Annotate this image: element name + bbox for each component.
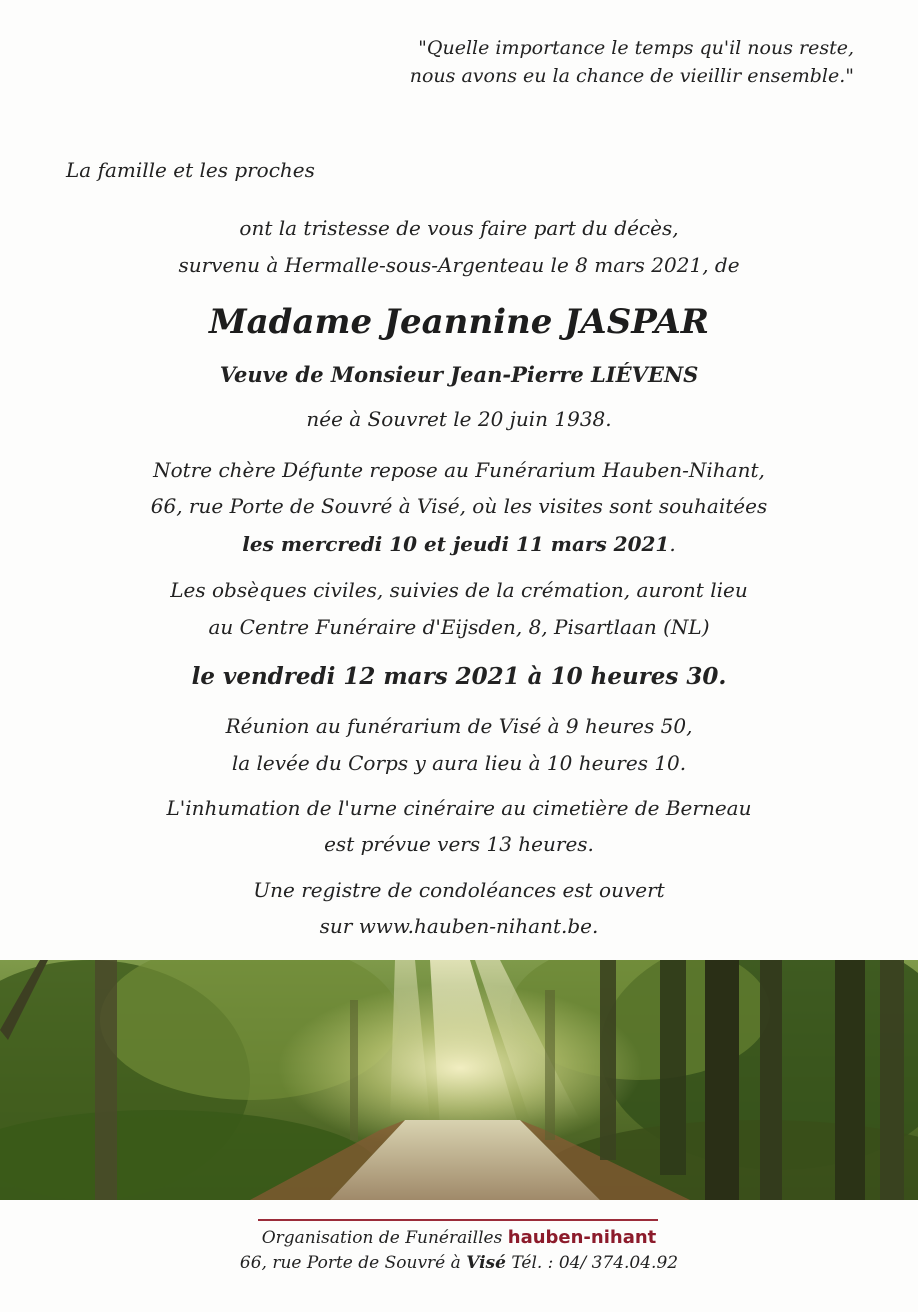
visits-dates — [0, 532, 918, 556]
register-line-1: Une registre de condoléances est ouvert — [253, 878, 665, 902]
meeting-line-2: la levée du Corps y aura lieu à 10 heures 10. — [231, 751, 687, 775]
forest-path-image — [0, 960, 918, 1200]
visits-line-1: Notre chère Défunte repose au Funérarium Hauben-Nihant, — [153, 458, 765, 482]
ceremony-line-2: au Centre Funéraire d'Eijsden, 8, Pisartlaan (NL) — [208, 615, 710, 639]
footer-address-text: 66, rue Porte de Souvré à — [239, 1253, 461, 1273]
register-line-2: sur www.hauben-nihant.be. — [319, 914, 599, 938]
footer-address — [0, 1253, 918, 1273]
intro-text: La famille et les proches — [66, 158, 315, 182]
footer-divider — [258, 1219, 658, 1221]
quote-line-1: "Quelle importance le temps qu'il nous reste, — [418, 37, 854, 59]
announce-line-2: survenu à Hermalle-sous-Argenteau le 8 mars 2021, de — [178, 253, 740, 277]
quote-line-2: nous avons eu la chance de vieillir ensemble." — [409, 65, 854, 87]
announce-line-1: ont la tristesse de vous faire part du décès, — [239, 216, 679, 240]
visits-line-2: 66, rue Porte de Souvré à Visé, où les visites sont souhaitées — [150, 494, 768, 518]
ceremony-line-1: Les obsèques civiles, suivies de la crémation, auront lieu — [170, 578, 748, 602]
visits-dates-text: les mercredi 10 et jeudi 11 mars 2021 — [242, 532, 670, 556]
footer-organisation — [0, 1227, 918, 1248]
brand-logo: hauben-nihant — [507, 1227, 657, 1248]
meeting-line-1: Réunion au funérarium de Visé à 9 heures 50, — [225, 714, 693, 738]
deceased-name: Madame Jeannine JASPAR — [209, 302, 709, 342]
widow-line: Veuve de Monsieur Jean-Pierre LIÉVENS — [219, 362, 699, 387]
visits-dates-end: . — [669, 532, 676, 556]
ceremony-date: le vendredi 12 mars 2021 à 10 heures 30. — [191, 663, 727, 690]
burial-line-1: L'inhumation de l'urne cinéraire au cimetière de Berneau — [166, 796, 752, 820]
burial-line-2: est prévue vers 13 heures. — [324, 832, 594, 856]
epigraph-quote — [334, 34, 854, 90]
footer-tel: Tél. : 04/ 374.04.92 — [511, 1253, 679, 1273]
footer-org-text: Organisation de Funérailles — [261, 1228, 503, 1248]
footer-city: Visé — [466, 1253, 506, 1273]
birth-line: née à Souvret le 20 juin 1938. — [306, 407, 612, 431]
